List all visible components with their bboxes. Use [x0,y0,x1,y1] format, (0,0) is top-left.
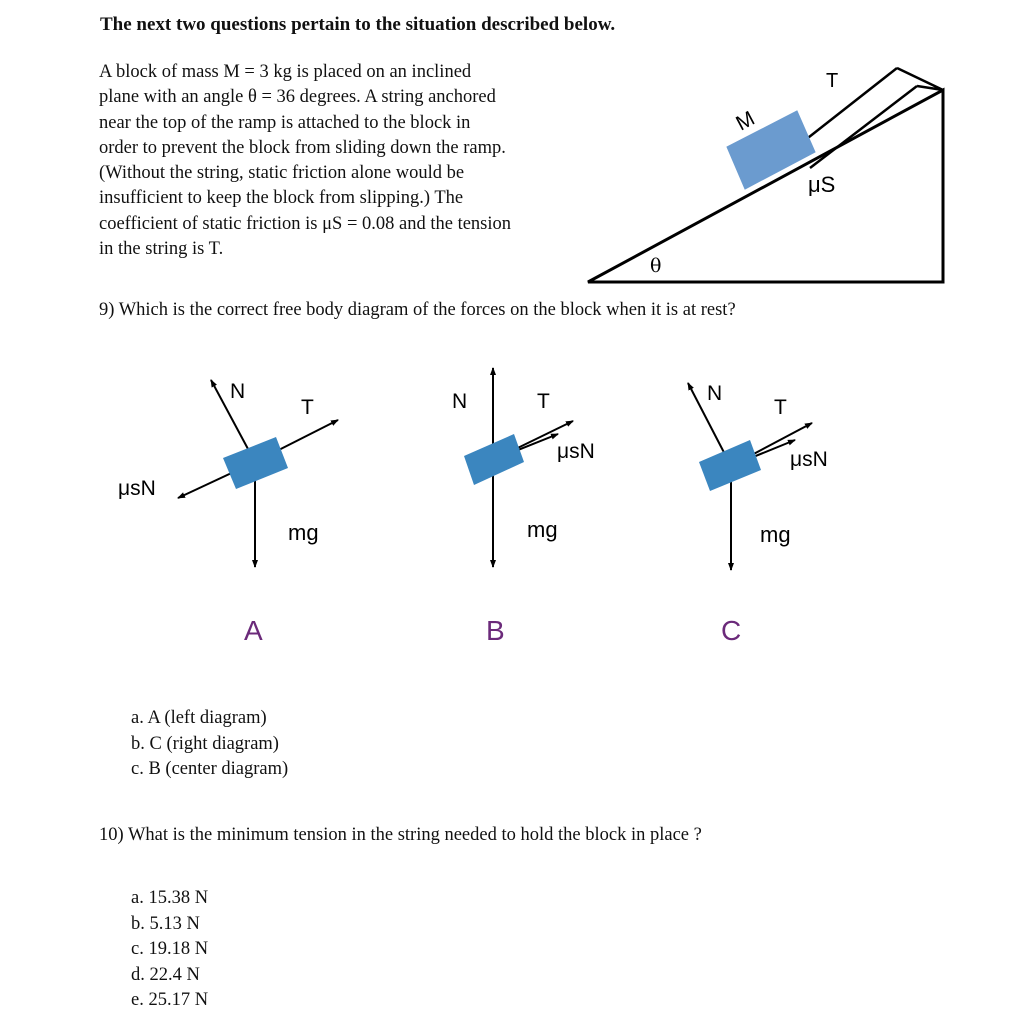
answer-option[interactable]: a. 15.38 N [131,888,209,908]
inclined-plane-figure [580,60,950,290]
intro-line: in the string is T. [99,239,224,260]
tension-label: T [774,396,787,419]
diagram-letter: B [486,615,505,646]
diagram-c [688,382,828,646]
question-10-text: 10) What is the minimum tension in the string needed to hold the block in place ? [99,825,702,845]
friction-label: μsN [118,477,156,500]
answer-option[interactable]: a. A (left diagram) [131,708,267,728]
answer-option[interactable]: c. 19.18 N [131,939,209,959]
answer-option[interactable]: d. 22.4 N [131,964,200,985]
answer-option[interactable]: b. 5.13 N [131,913,200,934]
weight-label: mg [760,522,791,547]
normal-label: N [452,390,468,413]
diagram-letter: A [244,615,263,646]
question-10-options [131,886,208,1014]
friction-label: μsN [557,440,595,463]
section-heading: The next two questions pertain to the situation described below. [100,14,616,35]
intro-line: A block of mass M = 3 kg is placed on an inclined [99,62,472,82]
tension-label: T [537,390,550,413]
intro-line: (Without the string, static friction alone would be [99,163,465,184]
answer-option[interactable]: c. B (center diagram) [131,759,289,779]
friction-coefficient-label: μS [808,172,836,197]
intro-line: plane with an angle θ = 36 degrees. A string anchored [99,87,496,108]
normal-label: N [230,380,246,403]
weight-label: mg [288,520,319,545]
intro-line: near the top of the ramp is attached to the block in [99,112,471,133]
intro-line: coefficient of static friction is μS = 0.08 and the tension [99,213,512,234]
tension-label: T [826,70,839,92]
intro-line: order to prevent the block from sliding down the ramp. [99,137,506,158]
weight-label: mg [527,517,558,542]
tension-label: T [301,396,314,419]
question-9-options [131,706,288,783]
friction-label: μsN [790,448,828,471]
answer-option[interactable]: e. 25.17 N [131,990,209,1010]
string-anchor [897,68,943,90]
mass-label: M [732,106,759,136]
free-body-diagrams [100,360,900,660]
intro-line: insufficient to keep the block from slipping.) The [99,188,464,209]
question-9-text: 9) Which is the correct free body diagram of the forces on the block when it is at rest? [99,300,736,320]
angle-label: θ [650,255,662,277]
answer-option[interactable]: b. C (right diagram) [131,733,279,754]
diagram-letter: C [721,615,742,646]
normal-label: N [707,382,723,405]
diagram-b [452,368,595,646]
ramp-triangle [588,90,943,282]
diagram-a [118,380,338,646]
problem-description [99,60,579,262]
